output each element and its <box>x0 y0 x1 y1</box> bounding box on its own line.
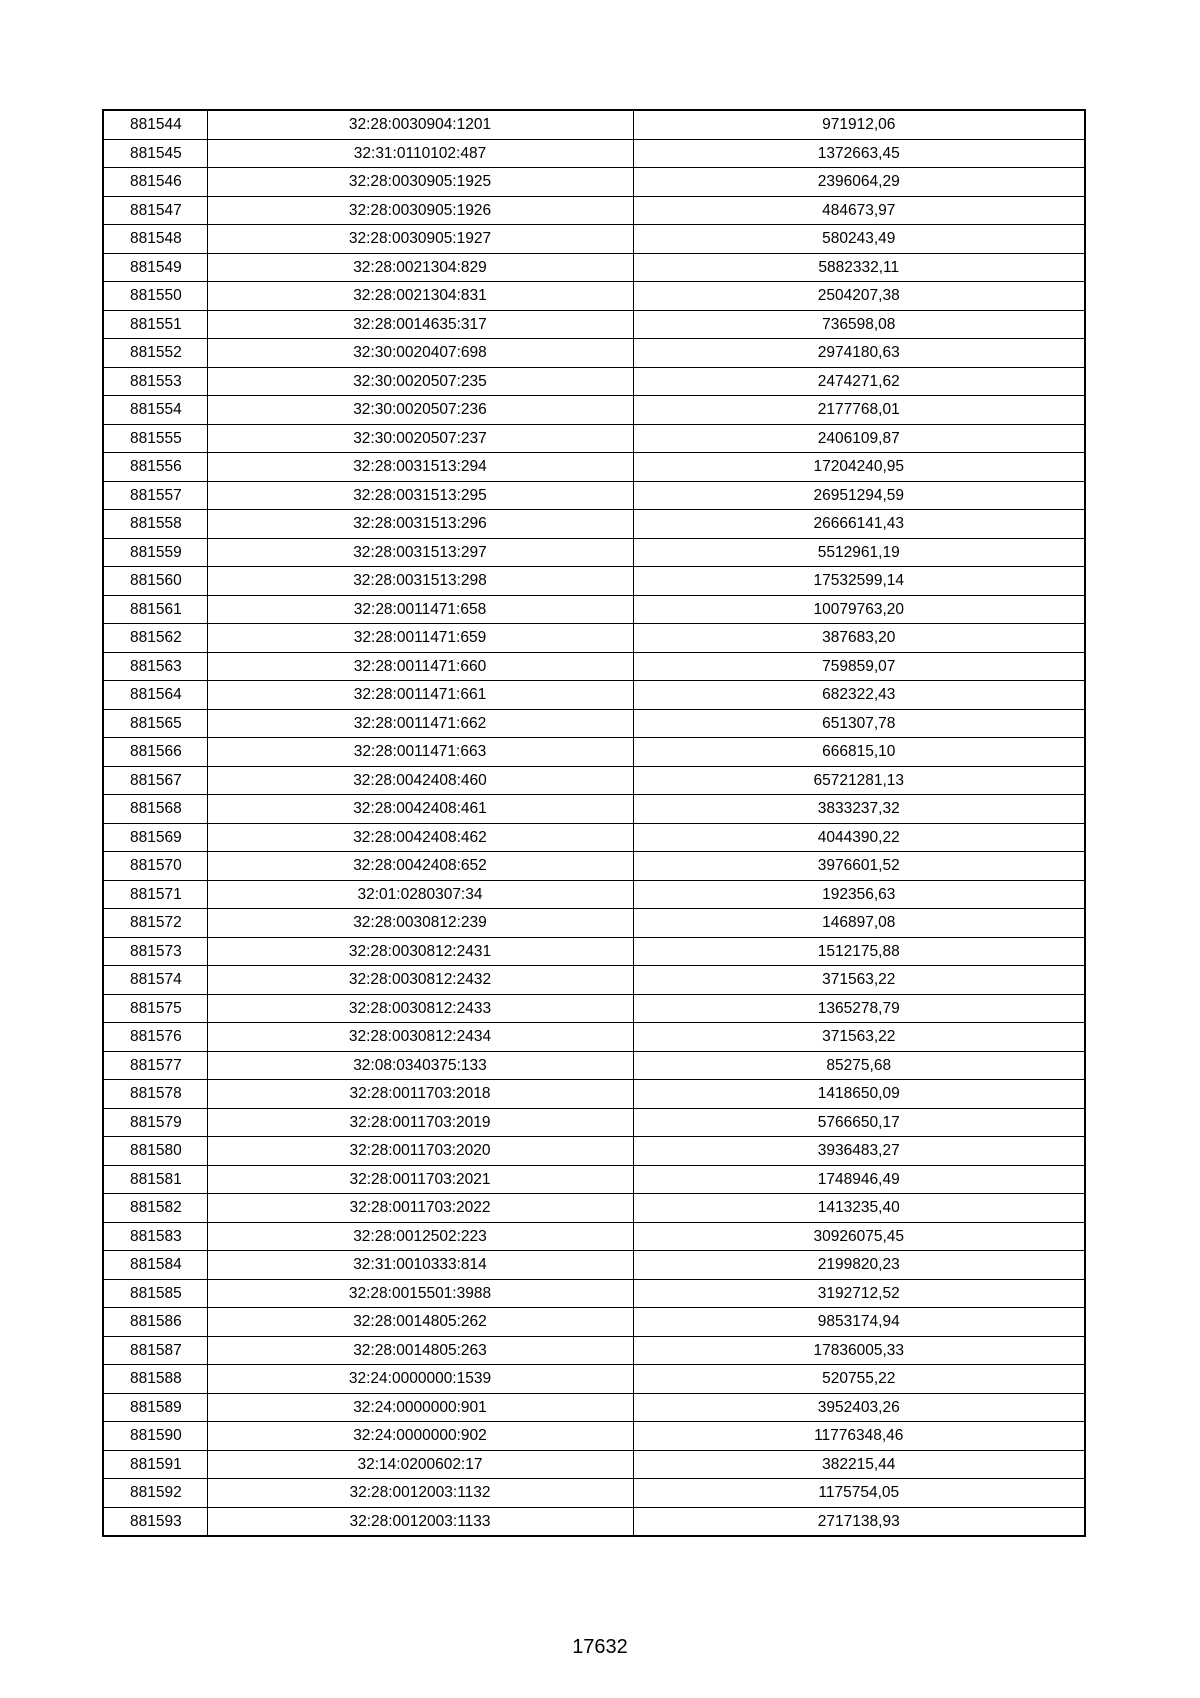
cadastral-number-cell: 32:28:0011471:661 <box>207 681 633 710</box>
table-row <box>103 738 1085 767</box>
cadastral-value-cell: 3192712,52 <box>633 1279 1085 1308</box>
table-row <box>103 795 1085 824</box>
table-row <box>103 282 1085 311</box>
cadastral-number-cell: 32:30:0020507:237 <box>207 424 633 453</box>
cadastral-value-cell: 682322,43 <box>633 681 1085 710</box>
cadastral-value-cell: 3976601,52 <box>633 852 1085 881</box>
row-number-cell: 881558 <box>103 510 207 539</box>
table-row <box>103 652 1085 681</box>
table-row <box>103 909 1085 938</box>
cadastral-value-cell: 1372663,45 <box>633 139 1085 168</box>
table-row <box>103 253 1085 282</box>
cadastral-value-cell: 1748946,49 <box>633 1165 1085 1194</box>
cadastral-value-cell: 759859,07 <box>633 652 1085 681</box>
table-row <box>103 1365 1085 1394</box>
cadastral-number-cell: 32:28:0011703:2018 <box>207 1080 633 1109</box>
table-row <box>103 196 1085 225</box>
cadastral-number-cell: 32:28:0030812:2432 <box>207 966 633 995</box>
cadastral-number-cell: 32:14:0200602:17 <box>207 1450 633 1479</box>
cadastral-number-cell: 32:28:0011703:2020 <box>207 1137 633 1166</box>
cadastral-value-cell: 1175754,05 <box>633 1479 1085 1508</box>
cadastral-value-cell: 1418650,09 <box>633 1080 1085 1109</box>
row-number-cell: 881556 <box>103 453 207 482</box>
cadastral-number-cell: 32:28:0042408:460 <box>207 766 633 795</box>
cadastral-number-cell: 32:28:0042408:652 <box>207 852 633 881</box>
cadastral-value-cell: 1365278,79 <box>633 994 1085 1023</box>
row-number-cell: 881582 <box>103 1194 207 1223</box>
table-row <box>103 937 1085 966</box>
row-number-cell: 881545 <box>103 139 207 168</box>
cadastral-value-cell: 3833237,32 <box>633 795 1085 824</box>
row-number-cell: 881585 <box>103 1279 207 1308</box>
table-row <box>103 1450 1085 1479</box>
table-row <box>103 595 1085 624</box>
cadastral-value-cell: 11776348,46 <box>633 1422 1085 1451</box>
cadastral-value-cell: 5766650,17 <box>633 1108 1085 1137</box>
cadastral-value-cell: 26666141,43 <box>633 510 1085 539</box>
row-number-cell: 881561 <box>103 595 207 624</box>
cadastral-value-cell: 10079763,20 <box>633 595 1085 624</box>
row-number-cell: 881592 <box>103 1479 207 1508</box>
cadastral-value-cell: 2396064,29 <box>633 168 1085 197</box>
cadastral-number-cell: 32:28:0012003:1132 <box>207 1479 633 1508</box>
row-number-cell: 881563 <box>103 652 207 681</box>
table-row <box>103 1308 1085 1337</box>
cadastral-number-cell: 32:28:0014635:317 <box>207 310 633 339</box>
row-number-cell: 881570 <box>103 852 207 881</box>
row-number-cell: 881589 <box>103 1393 207 1422</box>
cadastral-value-cell: 371563,22 <box>633 1023 1085 1052</box>
cadastral-number-cell: 32:30:0020507:236 <box>207 396 633 425</box>
table-row <box>103 453 1085 482</box>
table-row <box>103 481 1085 510</box>
table-row <box>103 681 1085 710</box>
row-number-cell: 881584 <box>103 1251 207 1280</box>
table-row <box>103 1108 1085 1137</box>
table-row <box>103 766 1085 795</box>
table-row <box>103 538 1085 567</box>
row-number-cell: 881567 <box>103 766 207 795</box>
cadastral-value-cell: 3952403,26 <box>633 1393 1085 1422</box>
cadastral-value-cell: 382215,44 <box>633 1450 1085 1479</box>
cadastral-value-cell: 4044390,22 <box>633 823 1085 852</box>
row-number-cell: 881574 <box>103 966 207 995</box>
cadastral-number-cell: 32:28:0031513:297 <box>207 538 633 567</box>
row-number-cell: 881576 <box>103 1023 207 1052</box>
row-number-cell: 881577 <box>103 1051 207 1080</box>
table-row <box>103 1080 1085 1109</box>
cadastral-value-cell: 30926075,45 <box>633 1222 1085 1251</box>
cadastral-number-cell: 32:28:0011703:2021 <box>207 1165 633 1194</box>
table-row <box>103 1479 1085 1508</box>
row-number-cell: 881578 <box>103 1080 207 1109</box>
cadastral-value-cell: 387683,20 <box>633 624 1085 653</box>
row-number-cell: 881581 <box>103 1165 207 1194</box>
row-number-cell: 881562 <box>103 624 207 653</box>
cadastral-number-cell: 32:28:0031513:296 <box>207 510 633 539</box>
cadastral-value-cell: 26951294,59 <box>633 481 1085 510</box>
cadastral-value-cell: 5882332,11 <box>633 253 1085 282</box>
table-row <box>103 1051 1085 1080</box>
row-number-cell: 881583 <box>103 1222 207 1251</box>
row-number-cell: 881552 <box>103 339 207 368</box>
cadastral-value-cell: 580243,49 <box>633 225 1085 254</box>
cadastral-number-cell: 32:28:0011703:2022 <box>207 1194 633 1223</box>
row-number-cell: 881551 <box>103 310 207 339</box>
cadastral-number-cell: 32:28:0042408:462 <box>207 823 633 852</box>
cadastral-number-cell: 32:28:0012502:223 <box>207 1222 633 1251</box>
row-number-cell: 881547 <box>103 196 207 225</box>
row-number-cell: 881575 <box>103 994 207 1023</box>
cadastral-value-cell: 736598,08 <box>633 310 1085 339</box>
cadastral-value-cell: 2406109,87 <box>633 424 1085 453</box>
row-number-cell: 881568 <box>103 795 207 824</box>
table-row <box>103 880 1085 909</box>
row-number-cell: 881579 <box>103 1108 207 1137</box>
table-row <box>103 709 1085 738</box>
table-row <box>103 1336 1085 1365</box>
row-number-cell: 881571 <box>103 880 207 909</box>
table-row <box>103 1251 1085 1280</box>
cadastral-number-cell: 32:28:0011471:660 <box>207 652 633 681</box>
row-number-cell: 881554 <box>103 396 207 425</box>
cadastral-value-cell: 1512175,88 <box>633 937 1085 966</box>
table-row <box>103 424 1085 453</box>
cadastral-value-cell: 3936483,27 <box>633 1137 1085 1166</box>
row-number-cell: 881573 <box>103 937 207 966</box>
row-number-cell: 881548 <box>103 225 207 254</box>
cadastral-value-cell: 17204240,95 <box>633 453 1085 482</box>
cadastral-number-cell: 32:08:0340375:133 <box>207 1051 633 1080</box>
row-number-cell: 881591 <box>103 1450 207 1479</box>
cadastral-number-cell: 32:28:0021304:829 <box>207 253 633 282</box>
cadastral-value-cell: 146897,08 <box>633 909 1085 938</box>
table-row <box>103 1023 1085 1052</box>
cadastral-number-cell: 32:28:0030904:1201 <box>207 110 633 139</box>
cadastral-number-cell: 32:28:0031513:295 <box>207 481 633 510</box>
table-row <box>103 367 1085 396</box>
cadastral-number-cell: 32:28:0030905:1927 <box>207 225 633 254</box>
row-number-cell: 881564 <box>103 681 207 710</box>
cadastral-number-cell: 32:28:0042408:461 <box>207 795 633 824</box>
table-row <box>103 1279 1085 1308</box>
cadastral-number-cell: 32:28:0011471:663 <box>207 738 633 767</box>
cadastral-value-cell: 2474271,62 <box>633 367 1085 396</box>
cadastral-number-cell: 32:28:0031513:294 <box>207 453 633 482</box>
cadastral-number-cell: 32:28:0021304:831 <box>207 282 633 311</box>
cadastral-value-cell: 17532599,14 <box>633 567 1085 596</box>
cadastral-value-cell: 2717138,93 <box>633 1507 1085 1536</box>
row-number-cell: 881559 <box>103 538 207 567</box>
cadastral-number-cell: 32:28:0030812:2433 <box>207 994 633 1023</box>
cadastral-number-cell: 32:28:0011471:662 <box>207 709 633 738</box>
cadastral-value-cell: 85275,68 <box>633 1051 1085 1080</box>
cadastral-number-cell: 32:28:0011471:658 <box>207 595 633 624</box>
cadastral-value-cell: 2177768,01 <box>633 396 1085 425</box>
row-number-cell: 881549 <box>103 253 207 282</box>
row-number-cell: 881566 <box>103 738 207 767</box>
cadastral-value-cell: 17836005,33 <box>633 1336 1085 1365</box>
cadastral-number-cell: 32:24:0000000:901 <box>207 1393 633 1422</box>
cadastral-number-cell: 32:28:0011703:2019 <box>207 1108 633 1137</box>
table-row <box>103 225 1085 254</box>
cadastral-value-cell: 971912,06 <box>633 110 1085 139</box>
cadastral-number-cell: 32:30:0020407:698 <box>207 339 633 368</box>
row-number-cell: 881560 <box>103 567 207 596</box>
table-row <box>103 966 1085 995</box>
row-number-cell: 881588 <box>103 1365 207 1394</box>
cadastral-number-cell: 32:24:0000000:1539 <box>207 1365 633 1394</box>
cadastral-value-table <box>102 109 1086 1537</box>
table-row <box>103 1222 1085 1251</box>
cadastral-number-cell: 32:28:0012003:1133 <box>207 1507 633 1536</box>
cadastral-number-cell: 32:30:0020507:235 <box>207 367 633 396</box>
table-row <box>103 339 1085 368</box>
table-row <box>103 1194 1085 1223</box>
row-number-cell: 881557 <box>103 481 207 510</box>
cadastral-value-cell: 520755,22 <box>633 1365 1085 1394</box>
cadastral-value-cell: 1413235,40 <box>633 1194 1085 1223</box>
table-body <box>103 110 1085 1536</box>
table-row <box>103 1422 1085 1451</box>
table-row <box>103 1165 1085 1194</box>
cadastral-number-cell: 32:28:0030905:1926 <box>207 196 633 225</box>
table-row <box>103 510 1085 539</box>
row-number-cell: 881565 <box>103 709 207 738</box>
cadastral-value-cell: 5512961,19 <box>633 538 1085 567</box>
cadastral-number-cell: 32:28:0030905:1925 <box>207 168 633 197</box>
cadastral-value-cell: 666815,10 <box>633 738 1085 767</box>
row-number-cell: 881550 <box>103 282 207 311</box>
table-row <box>103 823 1085 852</box>
table-row <box>103 1507 1085 1536</box>
cadastral-value-cell: 371563,22 <box>633 966 1085 995</box>
cadastral-value-cell: 651307,78 <box>633 709 1085 738</box>
cadastral-number-cell: 32:24:0000000:902 <box>207 1422 633 1451</box>
row-number-cell: 881590 <box>103 1422 207 1451</box>
row-number-cell: 881572 <box>103 909 207 938</box>
row-number-cell: 881580 <box>103 1137 207 1166</box>
table-row <box>103 168 1085 197</box>
cadastral-number-cell: 32:31:0110102:487 <box>207 139 633 168</box>
cadastral-number-cell: 32:28:0014805:262 <box>207 1308 633 1337</box>
table-row <box>103 396 1085 425</box>
row-number-cell: 881569 <box>103 823 207 852</box>
cadastral-number-cell: 32:28:0014805:263 <box>207 1336 633 1365</box>
cadastral-value-cell: 65721281,13 <box>633 766 1085 795</box>
cadastral-number-cell: 32:28:0011471:659 <box>207 624 633 653</box>
row-number-cell: 881553 <box>103 367 207 396</box>
table-row <box>103 852 1085 881</box>
cadastral-number-cell: 32:01:0280307:34 <box>207 880 633 909</box>
table-row <box>103 1137 1085 1166</box>
table-row <box>103 110 1085 139</box>
table-row <box>103 567 1085 596</box>
table-row <box>103 624 1085 653</box>
row-number-cell: 881587 <box>103 1336 207 1365</box>
cadastral-value-cell: 192356,63 <box>633 880 1085 909</box>
cadastral-number-cell: 32:31:0010333:814 <box>207 1251 633 1280</box>
page-number: 17632 <box>572 1636 628 1658</box>
table-row <box>103 139 1085 168</box>
cadastral-number-cell: 32:28:0030812:239 <box>207 909 633 938</box>
cadastral-number-cell: 32:28:0031513:298 <box>207 567 633 596</box>
row-number-cell: 881555 <box>103 424 207 453</box>
row-number-cell: 881546 <box>103 168 207 197</box>
table-row <box>103 310 1085 339</box>
cadastral-value-cell: 484673,97 <box>633 196 1085 225</box>
row-number-cell: 881586 <box>103 1308 207 1337</box>
cadastral-number-cell: 32:28:0030812:2431 <box>207 937 633 966</box>
table-row <box>103 994 1085 1023</box>
row-number-cell: 881544 <box>103 110 207 139</box>
cadastral-number-cell: 32:28:0030812:2434 <box>207 1023 633 1052</box>
cadastral-value-cell: 2504207,38 <box>633 282 1085 311</box>
table-row <box>103 1393 1085 1422</box>
cadastral-value-cell: 9853174,94 <box>633 1308 1085 1337</box>
cadastral-value-cell: 2974180,63 <box>633 339 1085 368</box>
row-number-cell: 881593 <box>103 1507 207 1536</box>
cadastral-value-cell: 2199820,23 <box>633 1251 1085 1280</box>
cadastral-number-cell: 32:28:0015501:3988 <box>207 1279 633 1308</box>
